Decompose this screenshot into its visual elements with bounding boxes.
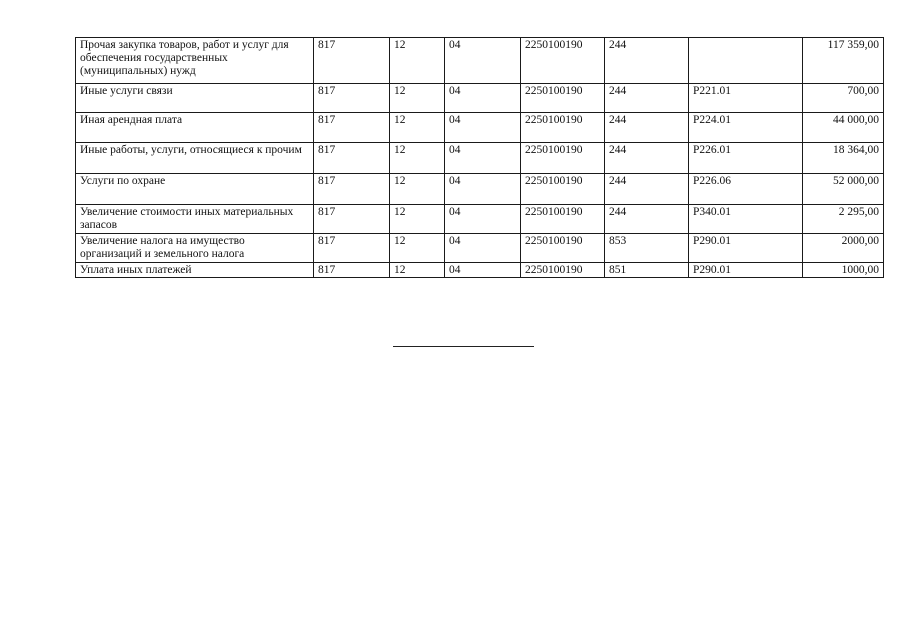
section-code-cell: 12 xyxy=(390,234,445,263)
expense-name-cell: Увеличение налога на имущество организаций и земельного налога xyxy=(76,234,314,263)
subsection-code-cell: 04 xyxy=(445,38,521,84)
amount-cell: 700,00 xyxy=(803,84,884,113)
target-article-cell: 2250100190 xyxy=(521,205,605,234)
grbs-code-cell: 817 xyxy=(314,143,390,174)
kosgu-code-cell: Р226.06 xyxy=(689,174,803,205)
target-article-cell: 2250100190 xyxy=(521,143,605,174)
kosgu-code-cell: Р224.01 xyxy=(689,113,803,143)
kosgu-code-cell: Р340.01 xyxy=(689,205,803,234)
table-row xyxy=(76,234,884,263)
subsection-code-cell: 04 xyxy=(445,113,521,143)
expense-name-cell: Иные услуги связи xyxy=(76,84,314,113)
expense-type-cell: 244 xyxy=(605,84,689,113)
signature-line xyxy=(393,346,534,347)
expense-type-cell: 244 xyxy=(605,143,689,174)
target-article-cell: 2250100190 xyxy=(521,84,605,113)
grbs-code-cell: 817 xyxy=(314,234,390,263)
grbs-code-cell: 817 xyxy=(314,113,390,143)
section-code-cell: 12 xyxy=(390,263,445,278)
target-article-cell: 2250100190 xyxy=(521,113,605,143)
target-article-cell: 2250100190 xyxy=(521,38,605,84)
section-code-cell: 12 xyxy=(390,38,445,84)
table-row xyxy=(76,84,884,113)
expense-name-cell: Прочая закупка товаров, работ и услуг для обеспечения государственных (муниципальных) нужд xyxy=(76,38,314,84)
grbs-code-cell: 817 xyxy=(314,174,390,205)
table-row xyxy=(76,174,884,205)
expense-type-cell: 244 xyxy=(605,174,689,205)
subsection-code-cell: 04 xyxy=(445,205,521,234)
kosgu-code-cell: Р226.01 xyxy=(689,143,803,174)
expense-type-cell: 851 xyxy=(605,263,689,278)
kosgu-code-cell xyxy=(689,38,803,84)
subsection-code-cell: 04 xyxy=(445,143,521,174)
target-article-cell: 2250100190 xyxy=(521,263,605,278)
amount-cell: 2 295,00 xyxy=(803,205,884,234)
expense-type-cell: 853 xyxy=(605,234,689,263)
grbs-code-cell: 817 xyxy=(314,205,390,234)
subsection-code-cell: 04 xyxy=(445,234,521,263)
subsection-code-cell: 04 xyxy=(445,263,521,278)
section-code-cell: 12 xyxy=(390,84,445,113)
expense-name-cell: Увеличение стоимости иных материальных запасов xyxy=(76,205,314,234)
grbs-code-cell: 817 xyxy=(314,38,390,84)
expense-name-cell: Иная арендная плата xyxy=(76,113,314,143)
subsection-code-cell: 04 xyxy=(445,84,521,113)
grbs-code-cell: 817 xyxy=(314,84,390,113)
section-code-cell: 12 xyxy=(390,113,445,143)
table-body xyxy=(76,38,884,278)
amount-cell: 18 364,00 xyxy=(803,143,884,174)
table-row xyxy=(76,143,884,174)
table-row xyxy=(76,38,884,84)
table-row xyxy=(76,113,884,143)
expense-name-cell: Услуги по охране xyxy=(76,174,314,205)
grbs-code-cell: 817 xyxy=(314,263,390,278)
kosgu-code-cell: Р221.01 xyxy=(689,84,803,113)
amount-cell: 52 000,00 xyxy=(803,174,884,205)
target-article-cell: 2250100190 xyxy=(521,234,605,263)
amount-cell: 117 359,00 xyxy=(803,38,884,84)
budget-table xyxy=(75,37,884,278)
expense-type-cell: 244 xyxy=(605,205,689,234)
expense-name-cell: Уплата иных платежей xyxy=(76,263,314,278)
expense-name-cell: Иные работы, услуги, относящиеся к прочим xyxy=(76,143,314,174)
amount-cell: 44 000,00 xyxy=(803,113,884,143)
section-code-cell: 12 xyxy=(390,205,445,234)
amount-cell: 2000,00 xyxy=(803,234,884,263)
amount-cell: 1000,00 xyxy=(803,263,884,278)
expense-type-cell: 244 xyxy=(605,38,689,84)
table-row xyxy=(76,263,884,278)
target-article-cell: 2250100190 xyxy=(521,174,605,205)
expense-type-cell: 244 xyxy=(605,113,689,143)
subsection-code-cell: 04 xyxy=(445,174,521,205)
section-code-cell: 12 xyxy=(390,174,445,205)
table-row xyxy=(76,205,884,234)
section-code-cell: 12 xyxy=(390,143,445,174)
kosgu-code-cell: Р290.01 xyxy=(689,234,803,263)
kosgu-code-cell: Р290.01 xyxy=(689,263,803,278)
